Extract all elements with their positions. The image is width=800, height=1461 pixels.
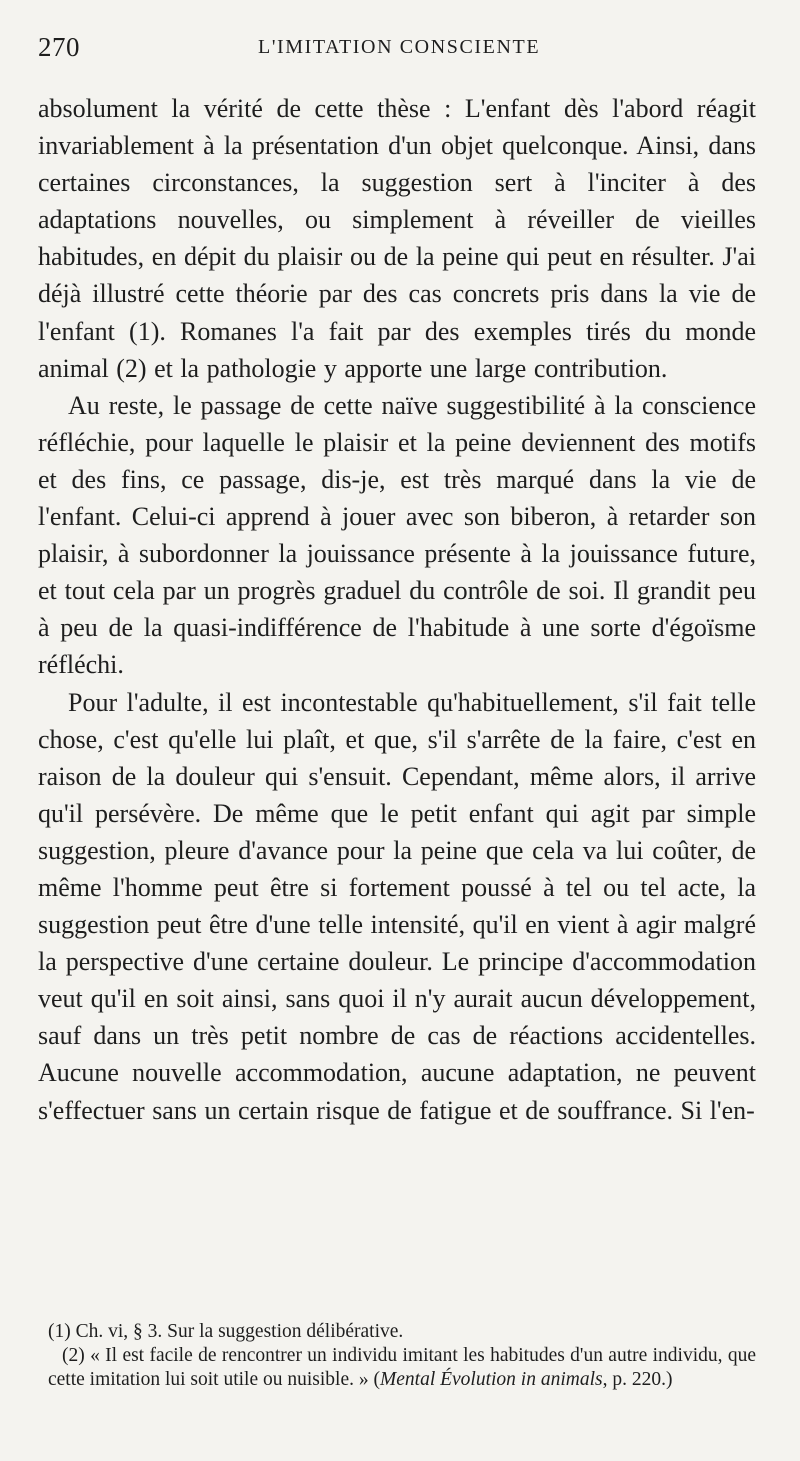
book-page — [38, 30, 756, 1430]
footnote-2 — [48, 1344, 756, 1392]
running-title: L'IMITATION CONSCIENTE — [258, 36, 541, 58]
body-text — [38, 90, 756, 1129]
paragraph-1: absolument la vérité de cette thèse : L'enfant dès l'abord réagit invariablement à la présentation d'un objet quelconque. Ainsi, dans certaines circonstances, la suggestion sert à l'inciter à des adaptations nouvelles, ou simplement à réveiller de vieilles habitudes, en dépit du plaisir ou de la peine qui peut en résulter. J'ai déjà illustré cette théorie par des cas concrets pris dans la vie de l'enfant (1). Romanes l'a fait par des exemples tirés du monde animal (2) et la pathologie y apporte une large contribution. — [38, 94, 756, 383]
footnote-1: (1) Ch. vi, § 3. Sur la suggestion délibérative. — [48, 1321, 404, 1342]
footnote-2-book-title: Mental Évolution in animals — [380, 1369, 603, 1390]
page-header — [38, 30, 756, 70]
page-number: 270 — [38, 32, 80, 62]
paragraph-3: Pour l'adulte, il est incontestable qu'habituellement, s'il fait telle chose, c'est qu'elle lui plaît, et que, s'il s'arrête de la faire, c'est en raison de la douleur qui s'ensuit. Cependant, même alors, il arrive qu'il persévère. De même que le petit enfant qui agit par simple suggestion, pleure d'avance pour la peine que cela va lui coûter, de même l'homme peut être si fortement poussé à tel ou tel acte, la suggestion peut être d'une telle intensité, qu'il en vient à agir malgré la perspective d'une certaine douleur. Le principe d'accommodation veut qu'il en soit ainsi, sans quoi il n'y aurait aucun développement, sauf dans un très petit nombre de cas de réactions accidentelles. Aucune nouvelle accommodation, aucune adaptation, ne peuvent s'effectuer sans un certain risque de fatigue et de souffrance. Si l'en- — [38, 687, 756, 1125]
footnotes — [48, 1320, 756, 1392]
footnote-2-tail: , p. 220.) — [602, 1369, 673, 1390]
paragraph-2: Au reste, le passage de cette naïve suggestibilité à la conscience réfléchie, pour laquelle le plaisir et la peine deviennent des motifs et des fins, ce passage, dis-je, est très marqué dans la vie de l'enfant. Celui-ci apprend à jouer avec son biberon, à retarder son plaisir, à subordonner la jouissance présente à la jouissance future, et tout cela par un progrès graduel du contrôle de soi. Il grandit peu à peu de la quasi-indifférence de l'habitude à une sorte d'égoïsme réfléchi. — [38, 390, 756, 680]
footnote-2-text: (2) « Il est facile de rencontrer un individu imitant les habitudes d'un autre individu, que cette imitation lui soit utile ou nuisible. » ( — [48, 1345, 756, 1390]
